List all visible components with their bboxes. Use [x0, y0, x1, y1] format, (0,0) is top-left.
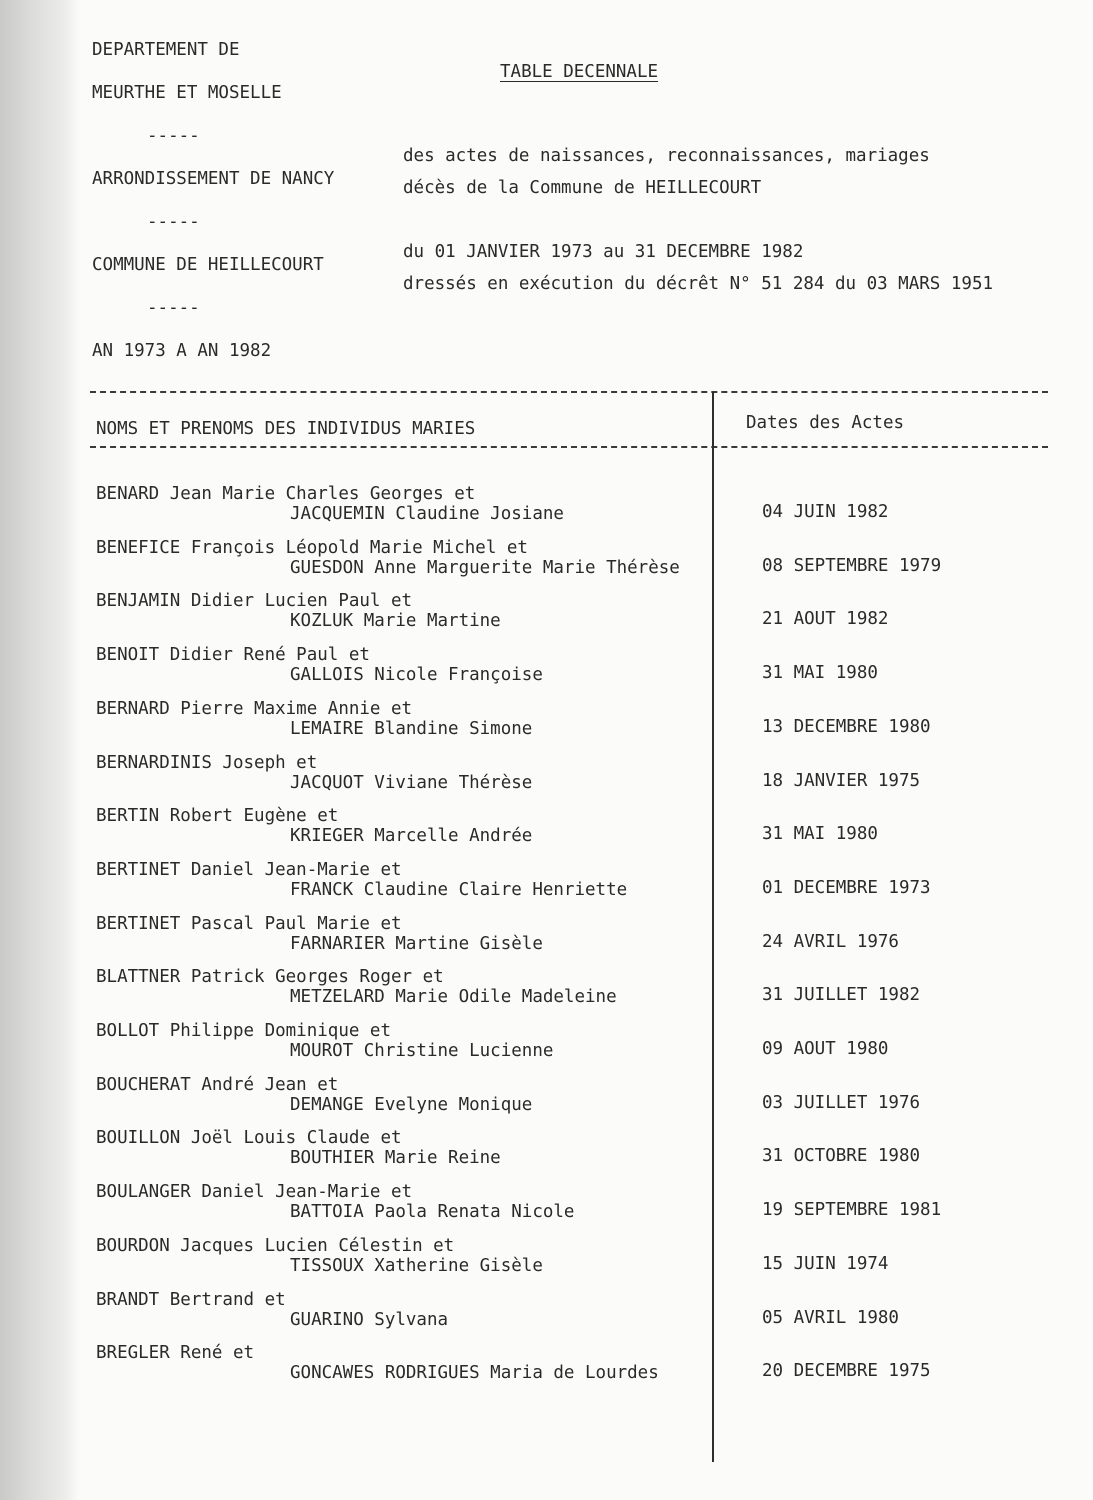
husband-name: BRANDT Bertrand et: [96, 1289, 286, 1310]
wife-name: BATTOIA Paola Renata Nicole: [290, 1202, 575, 1223]
dash-separator: -----: [147, 212, 200, 232]
table-top-rule: [90, 391, 1048, 393]
act-date: 03 JUILLET 1976: [762, 1092, 921, 1113]
act-date: 05 AVRIL 1980: [762, 1307, 899, 1328]
husband-name: BERTINET Daniel Jean-Marie et: [96, 859, 402, 880]
act-date: 04 JUIN 1982: [762, 502, 889, 522]
husband-name: BENARD Jean Marie Charles Georges et: [96, 484, 476, 504]
husband-name: BOLLOT Philippe Dominique et: [96, 1021, 392, 1041]
husband-name: BOUILLON Joël Louis Claude et: [96, 1128, 402, 1149]
act-date: 31 MAI 1980: [762, 663, 878, 684]
wife-name: JACQUEMIN Claudine Josiane: [290, 504, 564, 524]
wife-name: GONCAWES RODRIGUES Maria de Lourdes: [290, 1363, 659, 1384]
wife-name: GUARINO Sylvana: [290, 1309, 449, 1330]
husband-name: BENOIT Didier René Paul et: [96, 645, 370, 666]
wife-name: DEMANGE Evelyne Monique: [290, 1094, 533, 1115]
arrondissement-label: ARRONDISSEMENT DE NANCY: [92, 169, 335, 189]
wife-name: FARNARIER Martine Gisèle: [290, 933, 543, 954]
act-date: 19 SEPTEMBRE 1981: [762, 1200, 942, 1221]
act-date: 31 OCTOBRE 1980: [762, 1146, 921, 1167]
wife-name: LEMAIRE Blandine Simone: [290, 718, 533, 739]
table-header-rule: [90, 446, 1048, 448]
wife-name: MOUROT Christine Lucienne: [290, 1041, 554, 1061]
binding-edge-shadow: [0, 0, 80, 1500]
dash-separator: -----: [147, 298, 200, 318]
husband-name: BENJAMIN Didier Lucien Paul et: [96, 591, 413, 612]
act-date: 15 JUIN 1974: [762, 1253, 889, 1274]
wife-name: BOUTHIER Marie Reine: [290, 1148, 501, 1169]
wife-name: JACQUOT Viviane Thérèse: [290, 772, 533, 793]
description-line-1: des actes de naissances, reconnaissances, mariages: [403, 146, 930, 166]
husband-name: BERTINET Pascal Paul Marie et: [96, 913, 402, 934]
husband-name: BOUCHERAT André Jean et: [96, 1074, 339, 1095]
act-date: 01 DECEMBRE 1973: [762, 877, 931, 898]
act-date: 13 DECEMBRE 1980: [762, 716, 931, 737]
wife-name: METZELARD Marie Odile Madeleine: [290, 987, 617, 1008]
act-date: 18 JANVIER 1975: [762, 770, 921, 791]
husband-name: BERTIN Robert Eugène et: [96, 806, 339, 827]
husband-name: BOURDON Jacques Lucien Célestin et: [96, 1235, 455, 1256]
wife-name: KRIEGER Marcelle Andrée: [290, 826, 533, 847]
wife-name: FRANCK Claudine Claire Henriette: [290, 879, 628, 900]
husband-name: BERNARDINIS Joseph et: [96, 752, 318, 773]
page-title: TABLE DECENNALE: [500, 62, 659, 82]
period-line-2: dressés en exécution du décrêt N° 51 284 du 03 MARS 1951: [403, 274, 994, 294]
wife-name: GUESDON Anne Marguerite Marie Thérèse: [290, 557, 680, 578]
commune-label: COMMUNE DE HEILLECOURT: [92, 255, 324, 275]
year-range: AN 1973 A AN 1982: [92, 341, 272, 361]
departement-label: DEPARTEMENT DE: [92, 40, 240, 60]
husband-name: BREGLER René et: [96, 1343, 255, 1364]
act-date: 20 DECEMBRE 1975: [762, 1361, 931, 1382]
departement-name: MEURTHE ET MOSELLE: [92, 83, 282, 103]
dates-column-header: Dates des Actes: [746, 413, 905, 433]
act-date: 31 JUILLET 1982: [762, 985, 921, 1006]
column-divider: [712, 392, 714, 1462]
act-date: 21 AOUT 1982: [762, 609, 889, 630]
names-column-header: NOMS ET PRENOMS DES INDIVIDUS MARIES: [96, 419, 476, 439]
wife-name: GALLOIS Nicole Françoise: [290, 665, 543, 686]
husband-name: BLATTNER Patrick Georges Roger et: [96, 967, 444, 988]
period-line-1: du 01 JANVIER 1973 au 31 DECEMBRE 1982: [403, 242, 804, 262]
act-date: 31 MAI 1980: [762, 824, 878, 845]
wife-name: KOZLUK Marie Martine: [290, 611, 501, 632]
act-date: 24 AVRIL 1976: [762, 931, 899, 952]
act-date: 09 AOUT 1980: [762, 1039, 889, 1059]
husband-name: BERNARD Pierre Maxime Annie et: [96, 698, 413, 719]
description-line-2: décès de la Commune de HEILLECOURT: [403, 178, 762, 198]
husband-name: BENEFICE François Léopold Marie Michel et: [96, 537, 528, 558]
wife-name: TISSOUX Xatherine Gisèle: [290, 1255, 543, 1276]
husband-name: BOULANGER Daniel Jean-Marie et: [96, 1182, 413, 1203]
act-date: 08 SEPTEMBRE 1979: [762, 555, 942, 576]
dash-separator: -----: [147, 126, 200, 146]
